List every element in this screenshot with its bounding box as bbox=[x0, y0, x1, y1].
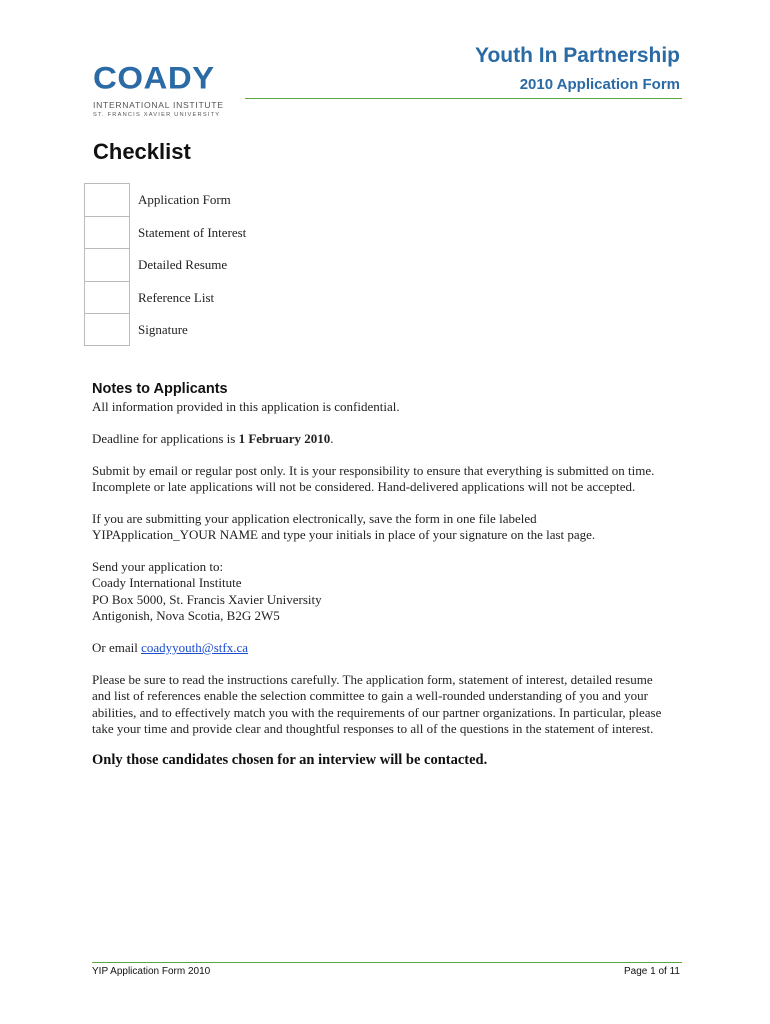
header-divider bbox=[245, 98, 682, 99]
instructions-note bbox=[92, 672, 692, 737]
mailing-address bbox=[92, 559, 692, 624]
checklist-item-signature bbox=[84, 313, 384, 346]
checkbox[interactable] bbox=[84, 313, 130, 346]
checklist-item-label: Statement of Interest bbox=[138, 224, 247, 240]
instructions-line: and list of references enable the selection committee to gain a well-rounded understanding of you and your bbox=[92, 688, 648, 704]
checklist-item-label: Signature bbox=[138, 322, 188, 337]
instructions-line: take your time and provide clear and thoughtful responses to all of the questions in the statement of interest. bbox=[92, 720, 654, 736]
confidential-note: All information provided in this application is confidential. bbox=[92, 399, 400, 414]
email-link[interactable]: coadyyouth@stfx.ca bbox=[141, 640, 249, 655]
checklist-item-reference-list bbox=[84, 281, 384, 314]
electronic-line: YIPApplication_YOUR NAME and type your initials in place of your signature on the last page. bbox=[92, 527, 596, 543]
address-line: Coady International Institute bbox=[92, 575, 242, 591]
checkbox[interactable] bbox=[84, 248, 130, 281]
address-line: PO Box 5000, St. Francis Xavier University bbox=[92, 591, 322, 607]
coady-logo bbox=[93, 62, 243, 120]
electronic-note bbox=[92, 511, 692, 544]
email-prefix: Or email bbox=[92, 640, 142, 655]
address-line: Antigonish, Nova Scotia, B2G 2W5 bbox=[92, 607, 280, 623]
footer-page-number: Page 1 of 11 bbox=[624, 966, 680, 977]
footer-document-name: YIP Application Form 2010 bbox=[92, 966, 211, 977]
checklist-item-label: Detailed Resume bbox=[138, 257, 228, 272]
header-subtitle: 2010 Application Form bbox=[519, 76, 680, 93]
instructions-line: Please be sure to read the instructions carefully. The application form, statement of interest, detailed resume bbox=[92, 672, 653, 687]
checklist bbox=[84, 183, 384, 346]
address-intro: Send your application to: bbox=[92, 559, 224, 574]
notes-title: Notes to Applicants bbox=[92, 381, 228, 397]
logo-wordmark: COADY bbox=[93, 60, 215, 96]
deadline-suffix: . bbox=[330, 431, 334, 446]
logo-university-line: ST. FRANCIS XAVIER UNIVERSITY bbox=[93, 112, 221, 118]
checkbox[interactable] bbox=[84, 281, 130, 314]
logo-institute-line: INTERNATIONAL INSTITUTE bbox=[93, 100, 224, 110]
deadline-note bbox=[92, 431, 692, 447]
checkbox[interactable] bbox=[84, 183, 130, 216]
checklist-item-application-form bbox=[84, 183, 384, 216]
checklist-title: Checklist bbox=[93, 139, 191, 164]
closing-note: Only those candidates chosen for an interview will be contacted. bbox=[92, 752, 488, 768]
footer-divider bbox=[92, 962, 682, 963]
header-title: Youth In Partnership bbox=[475, 44, 680, 67]
checklist-item-label: Reference List bbox=[138, 289, 215, 305]
submission-line: Incomplete or late applications will not be considered. Hand-delivered applications will not be accepted. bbox=[92, 479, 636, 495]
electronic-line: If you are submitting your application electronically, save the form in one file labeled bbox=[92, 511, 537, 526]
deadline-date: 1 February 2010 bbox=[238, 431, 331, 446]
instructions-line: abilities, and to effectively match you with the requirements of our partner organizations. In particular, please bbox=[92, 704, 662, 720]
submission-line: Submit by email or regular post only. It is your responsibility to ensure that everything is submitted on time. bbox=[92, 463, 655, 478]
deadline-prefix: Deadline for applications is bbox=[92, 431, 239, 446]
email-note bbox=[92, 640, 692, 656]
checklist-item-statement-of-interest bbox=[84, 216, 384, 249]
checklist-item-label: Application Form bbox=[138, 192, 231, 207]
checkbox[interactable] bbox=[84, 216, 130, 249]
checklist-item-detailed-resume bbox=[84, 248, 384, 281]
submission-note bbox=[92, 463, 692, 496]
